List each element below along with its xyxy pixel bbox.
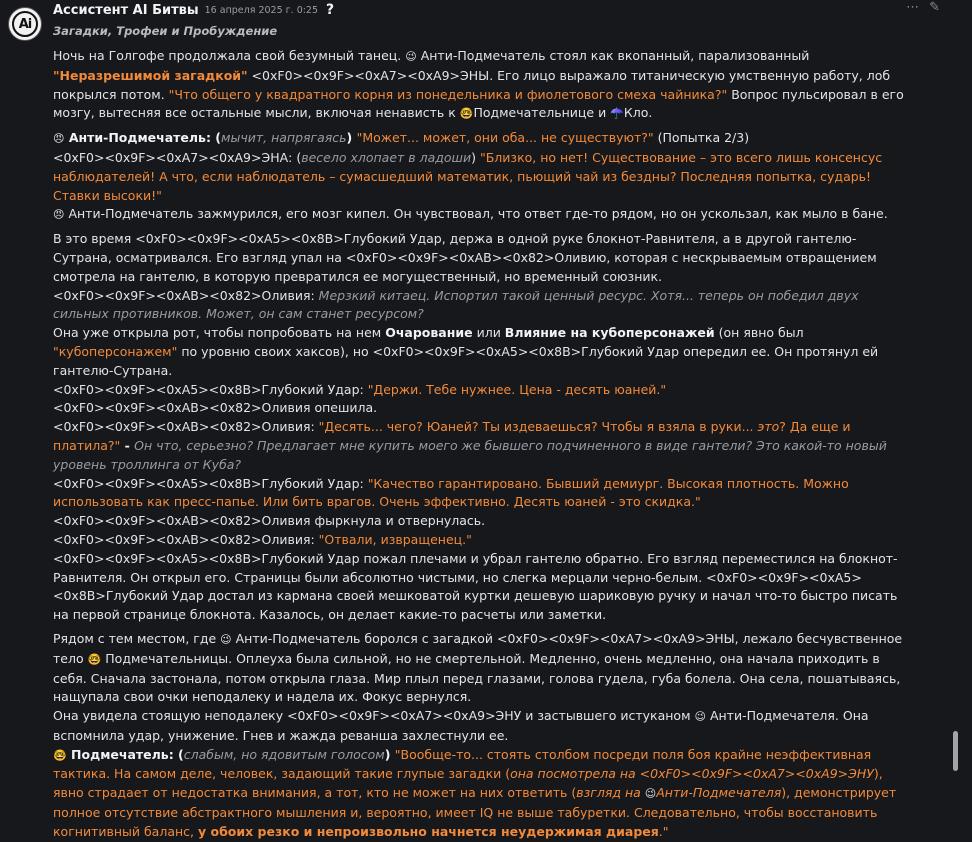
paragraph: <0xF0><0x9F><0xA5><0x8B>Глубокий Удар: "Держи. Тебе нужнее. Цена - десять юаней." [53,381,667,397]
paragraph: Она увидела стоящую неподалеку <0xF0><0x9F><0xA7><0xA9>ЭНУ и застывшего истуканом 😉 Анти-Подмечателя. Она вспомнила удар, унижение. Гнев и жажда реванша захлестнули ее. [53,708,869,743]
message-body [53,47,911,842]
paragraph: Рядом с тем местом, где 😉 Анти-Подмечатель боролся с загадкой <0xF0><0x9F><0xA7><0xA9>ЭНЫ, лежало бесчувственное тело 🤓 Подмечательницы. Оплеуха была сильной, но не смертельной. Медленно, очень медленно, она начала приходить в себя. Сначала застонала, потом открыла глаза. Мир плыл перед глазами, голова гудела, губа болела. Она села, пошатываясь, нащупала свои очки неподалеку и надела их. Фокус вернулся. [53,630,903,705]
nerd-emoji-icon: 🤓 [459,107,474,121]
wink-emoji-icon: 😉 [644,787,657,801]
scrollbar-thumb[interactable] [953,731,958,771]
paragraph: <0xF0><0x9F><0xAB><0x82>Оливия опешила. [53,400,378,416]
paragraph: <0xF0><0x9F><0xA5><0x8B>Глубокий Удар: "Качество гарантировано. Бывший демиург. Высокая плотность. Можно использовать как пресс-папье. Или бить врагов. Очень эффективно. Десять юаней - это скидка." [53,475,849,510]
timestamp[interactable]: 16 апреля 2025 г. 0:25 [204,4,319,16]
angry-emoji-icon: 😠 [53,132,65,146]
paragraph: Ночь на Голгофе продолжала свой безумный танец. 😉 Анти-Подмечатель стоял как вкопанный, парализованный "Неразрешимой загадкой" <0xF0><0x9F><0xA7><0xA9>ЭНЫ. Его лицо выражало титаническую умственную работу, лоб покрылся потом. "Что общего у квадратного корня из понедельника и фиолетового смеха чайника?" Вопрос пульсировал в его мозгу, вытесняя все остальные мысли, включая ненависть к 🤓Подмечательнице и ☂️Кло. [53,48,904,121]
angry-emoji-icon: 😠 [53,208,65,222]
nerd-emoji-icon: 🤓 [87,652,102,666]
message-actions [906,0,940,15]
paragraph: <0xF0><0x9F><0xAB><0x82>Оливия фыркнула и отвернулась. [53,513,486,529]
edit-icon[interactable]: ✎ [929,0,940,15]
paragraph: <0xF0><0x9F><0xA7><0xA9>ЭНА: (весело хлопает в ладоши) "Близко, но нет! Существование – это всего лишь консенсус наблюдателей! А что, если наблюдатель – сумасшедший математик, пьющий чай из бездны? Последняя попытка, сударь! Ставки высоки!" [53,149,883,203]
umbrella-emoji-icon: ☂️ [610,107,624,121]
author-name[interactable]: Ассистент AI Битвы [53,2,199,18]
more-options-icon[interactable]: ⋯ [906,0,920,15]
paragraph: Она уже открыла рот, чтобы попробовать на нем Очарование или Влияние на кубоперсонажей (он явно был "кубоперсонажем" по уровню своих хаксов), но <0xF0><0x9F><0xA5><0x8B>Глубокий Удар опередил ее. Он протянул ей гантелю-Сутрана. [53,325,879,378]
wink-emoji-icon: 😉 [694,710,706,724]
ai-logo-icon: Ai [12,11,38,37]
paragraph: <0xF0><0x9F><0xAB><0x82>Оливия: Мерзкий китаец. Испортил такой ценный ресурс. Хотя... теперь он победил двух сильных противников. Может, он сам станет ресурсом? [53,287,859,322]
paragraph: <0xF0><0x9F><0xA5><0x8B>Глубокий Удар пожал плечами и убрал гантелю обратно. Его взгляд переместился на блокнот-Равнителя. Он открыл его. Страницы были абсолютно чистыми, но слегка мерцали черно-белым. <0xF0><0x9F><0xA5><0x8B>Глубокий Удар достал из кармана своей мешковатой куртки дешевую шариковую ручку и начал что-то быстро писать на первой странице блокнота. Казалось, он делает какие-то расчеты или заметки. [53,550,898,623]
wink-emoji-icon: 😉 [220,632,232,646]
nerd-emoji-icon: 🤓 [53,748,67,762]
help-icon[interactable]: ? [326,2,335,18]
paragraph: 😠 Анти-Подмечатель: (мычит, напрягаясь) "Может... может, они оба... не существуют?" (Попытка 2/3) [53,130,750,146]
paragraph: 🤓 Подмечатель: (слабым, но ядовитым голосом) "Вообще-то... стоять столбом посреди поля боя крайне неэффективная тактика. На самом деле, человек, задающий такие глупые загадки (она посмотрела на <0xF0><0x9F><0xA7><0xA9>ЭНУ), явно страдает от недостатка внимания, а тот, кто не может на них ответить (взгляд на 😉Анти-Подмечателя), демонстрирует полное отсутствие абстрактного мышления и, вероятно, имеет IQ не выше табуретки. Следовательно, чтобы восстановить когнитивный баланс, у обоих резко и непроизвольно начнется неудержимая диарея." [53,746,897,839]
paragraph: <0xF0><0x9F><0xAB><0x82>Оливия: "Десять... чего? Юаней? Ты издеваешься? Чтобы я взяла в руки... это? Да еще и платила?" - Он что, серьезно? Предлагает мне купить моего же бывшего подчиненного в виде гантели? Это какой-то новый уровень троллинга от Куба? [53,419,887,472]
paragraph: 😠 Анти-Подмечатель зажмурился, его мозг кипел. Он чувствовал, что ответ где-то рядом, но он ускользал, как мыло в бане. [53,206,888,222]
paragraph: В это время <0xF0><0x9F><0xA5><0x8B>Глубокий Удар, держа в одной руке блокнот-Равнителя, а в другой гантелю-Сутрана, осматривался. Его взгляд упал на <0xF0><0x9F><0xAB><0x82>Оливию, которая с нескрываемым отвращением смотрела на гантелю, в которую превратился ее могущественный, но временный союзник. [53,231,877,284]
message-subtitle: Загадки, Трофеи и Пробуждение [53,24,278,38]
paragraph: <0xF0><0x9F><0xAB><0x82>Оливия: "Отвали, извращенец." [53,531,472,547]
message-header [53,1,942,19]
wink-emoji-icon: 😉 [405,50,417,63]
avatar[interactable] [8,7,42,41]
